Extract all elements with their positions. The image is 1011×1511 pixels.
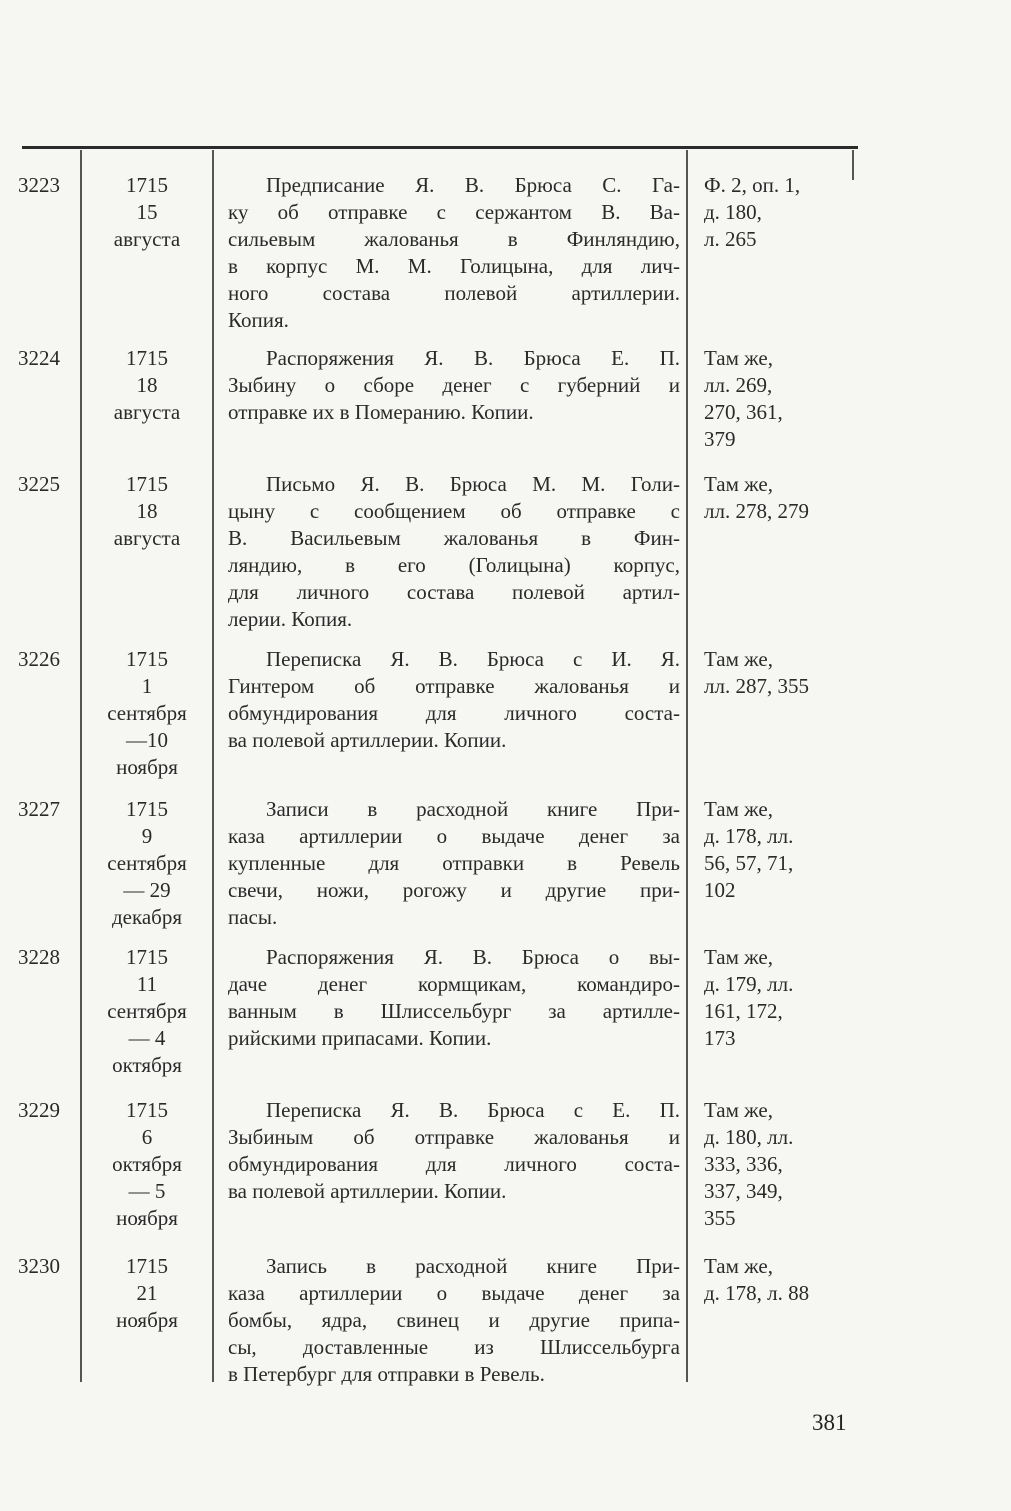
description-line: обмундирования для личного соста- bbox=[228, 1152, 680, 1176]
date-line: ноября bbox=[116, 755, 178, 779]
reference-line: 355 bbox=[704, 1206, 736, 1230]
page-number: 381 bbox=[812, 1410, 847, 1435]
reference-line: Ф. 2, оп. 1, bbox=[704, 173, 801, 197]
description-line: Зыбиным об отправке жалованья и bbox=[228, 1125, 680, 1149]
reference-line: лл. 269, bbox=[704, 373, 773, 397]
description-line: пасы. bbox=[228, 905, 278, 929]
header-rule bbox=[22, 146, 858, 149]
reference-line: 379 bbox=[704, 427, 736, 451]
date-line: августа bbox=[113, 526, 181, 550]
reference-line: 173 bbox=[704, 1026, 736, 1050]
entry-description bbox=[228, 796, 680, 931]
date-line: — 5 bbox=[128, 1179, 166, 1203]
entry-date bbox=[86, 646, 208, 781]
description-line: даче денег кормщикам, командиро- bbox=[228, 972, 680, 996]
description-line: Записи в расходной книге При- bbox=[266, 797, 680, 821]
reference-line: Там же, bbox=[704, 346, 773, 370]
reference-line: лл. 287, 355 bbox=[704, 674, 809, 698]
entry-description bbox=[228, 646, 680, 754]
entry-number: 3230 bbox=[18, 1254, 60, 1278]
date-line: 11 bbox=[136, 972, 158, 996]
entry-description bbox=[228, 944, 680, 1052]
date-line: ноября bbox=[116, 1206, 178, 1230]
description-line: ванным в Шлиссельбург за артилле- bbox=[228, 999, 680, 1023]
entry-number: 3227 bbox=[18, 797, 60, 821]
description-line: Письмо Я. В. Брюса М. М. Голи- bbox=[266, 472, 680, 496]
reference-line: 337, 349, bbox=[704, 1179, 783, 1203]
entry-number: 3228 bbox=[18, 945, 60, 969]
description-line: Зыбину о сборе денег с губерний и bbox=[228, 373, 680, 397]
date-line: —10 bbox=[126, 728, 168, 752]
column-divider bbox=[80, 150, 82, 1382]
date-line: августа bbox=[113, 400, 181, 424]
entry-reference bbox=[704, 1097, 854, 1232]
date-line: 9 bbox=[141, 824, 153, 848]
entry-date bbox=[86, 1253, 208, 1334]
description-line: ляндию, в его (Голицына) корпус, bbox=[228, 553, 680, 577]
entry-reference bbox=[704, 944, 854, 1052]
entry-number: 3224 bbox=[18, 346, 60, 370]
entry-number: 3223 bbox=[18, 173, 60, 197]
entry-date bbox=[86, 944, 208, 1079]
reference-line: Там же, bbox=[704, 472, 773, 496]
entry-date bbox=[86, 345, 208, 426]
description-line: купленные для отправки в Ревель bbox=[228, 851, 680, 875]
description-line: свечи, ножи, рогожу и другие при- bbox=[228, 878, 680, 902]
entry-date bbox=[86, 796, 208, 931]
date-line: сентября bbox=[107, 999, 187, 1023]
reference-line: 161, 172, bbox=[704, 999, 783, 1023]
description-line: в Петербург для отправки в Ревель. bbox=[228, 1362, 545, 1386]
reference-line: д. 180, bbox=[704, 200, 762, 224]
date-line: сентября bbox=[107, 851, 187, 875]
description-line: Распоряжения Я. В. Брюса о вы- bbox=[266, 945, 680, 969]
entry-reference bbox=[704, 796, 854, 904]
entry-number: 3226 bbox=[18, 647, 60, 671]
entry-number: 3229 bbox=[18, 1098, 60, 1122]
entry-reference bbox=[704, 471, 854, 525]
reference-line: Там же, bbox=[704, 1254, 773, 1278]
reference-line: д. 178, л. 88 bbox=[704, 1281, 810, 1305]
date-line: 15 bbox=[136, 200, 158, 224]
entry-reference bbox=[704, 646, 854, 700]
description-line: сы, доставленные из Шлиссельбурга bbox=[228, 1335, 680, 1359]
description-line: Запись в расходной книге При- bbox=[266, 1254, 680, 1278]
date-line: декабря bbox=[111, 905, 183, 929]
entry-reference bbox=[704, 345, 854, 453]
entry-date bbox=[86, 1097, 208, 1232]
entry-number: 3225 bbox=[18, 472, 60, 496]
description-line: бомбы, ядра, свинец и другие припа- bbox=[228, 1308, 680, 1332]
reference-line: д. 178, лл. bbox=[704, 824, 794, 848]
reference-line: д. 179, лл. bbox=[704, 972, 794, 996]
description-line: ного состава полевой артиллерии. bbox=[228, 281, 680, 305]
date-line: 1715 bbox=[126, 647, 168, 671]
description-line: отправке их в Померанию. Копии. bbox=[228, 400, 534, 424]
reference-line: Там же, bbox=[704, 945, 773, 969]
date-line: — 29 bbox=[123, 878, 171, 902]
reference-line: 102 bbox=[704, 878, 736, 902]
reference-line: л. 265 bbox=[704, 227, 757, 251]
entry-description bbox=[228, 172, 680, 334]
description-line: обмундирования для личного соста- bbox=[228, 701, 680, 725]
reference-line: д. 180, лл. bbox=[704, 1125, 794, 1149]
reference-line: 270, 361, bbox=[704, 400, 783, 424]
date-line: 1715 bbox=[126, 346, 168, 370]
reference-line: Там же, bbox=[704, 797, 773, 821]
entry-description bbox=[228, 1097, 680, 1205]
description-line: Предписание Я. В. Брюса С. Га- bbox=[266, 173, 680, 197]
column-divider bbox=[686, 150, 688, 1382]
entry-description bbox=[228, 471, 680, 633]
date-line: августа bbox=[113, 227, 181, 251]
date-line: октября bbox=[112, 1152, 182, 1176]
reference-line: 56, 57, 71, bbox=[704, 851, 794, 875]
date-line: 1 bbox=[141, 674, 153, 698]
description-line: лерии. Копия. bbox=[228, 607, 353, 631]
description-line: Копия. bbox=[228, 308, 289, 332]
reference-line: Там же, bbox=[704, 1098, 773, 1122]
description-line: для личного состава полевой артил- bbox=[228, 580, 680, 604]
description-line: В. Васильевым жалованья в Фин- bbox=[228, 526, 680, 550]
date-line: 1715 bbox=[126, 472, 168, 496]
date-line: сентября bbox=[107, 701, 187, 725]
description-line: Гинтером об отправке жалованья и bbox=[228, 674, 680, 698]
description-line: ва полевой артиллерии. Копии. bbox=[228, 728, 507, 752]
entry-date bbox=[86, 471, 208, 552]
reference-line: Там же, bbox=[704, 647, 773, 671]
entry-reference bbox=[704, 1253, 854, 1307]
description-line: каза артиллерии о выдаче денег за bbox=[228, 824, 680, 848]
date-line: — 4 bbox=[128, 1026, 166, 1050]
description-line: сильевым жалованья в Финляндию, bbox=[228, 227, 680, 251]
date-line: 18 bbox=[136, 373, 158, 397]
entry-reference bbox=[704, 172, 854, 253]
description-line: ку об отправке с сержантом В. Ва- bbox=[228, 200, 680, 224]
description-line: рийскими припасами. Копии. bbox=[228, 1026, 492, 1050]
date-line: ноября bbox=[116, 1308, 178, 1332]
date-line: 1715 bbox=[126, 945, 168, 969]
description-line: Переписка Я. В. Брюса с И. Я. bbox=[266, 647, 680, 671]
date-line: октября bbox=[112, 1053, 182, 1077]
date-line: 1715 bbox=[126, 1098, 168, 1122]
reference-line: лл. 278, 279 bbox=[704, 499, 809, 523]
date-line: 1715 bbox=[126, 797, 168, 821]
column-divider bbox=[212, 150, 214, 1382]
date-line: 1715 bbox=[126, 173, 168, 197]
description-line: Распоряжения Я. В. Брюса Е. П. bbox=[266, 346, 680, 370]
reference-line: 333, 336, bbox=[704, 1152, 783, 1176]
date-line: 18 bbox=[136, 499, 158, 523]
description-line: Переписка Я. В. Брюса с Е. П. bbox=[266, 1098, 680, 1122]
description-line: в корпус М. М. Голицына, для лич- bbox=[228, 254, 680, 278]
entry-date bbox=[86, 172, 208, 253]
entry-description bbox=[228, 1253, 680, 1388]
description-line: цыну с сообщением об отправке с bbox=[228, 499, 680, 523]
date-line: 6 bbox=[141, 1125, 153, 1149]
description-line: ва полевой артиллерии. Копии. bbox=[228, 1179, 507, 1203]
description-line: каза артиллерии о выдаче денег за bbox=[228, 1281, 680, 1305]
date-line: 21 bbox=[136, 1281, 158, 1305]
date-line: 1715 bbox=[126, 1254, 168, 1278]
entry-description bbox=[228, 345, 680, 426]
